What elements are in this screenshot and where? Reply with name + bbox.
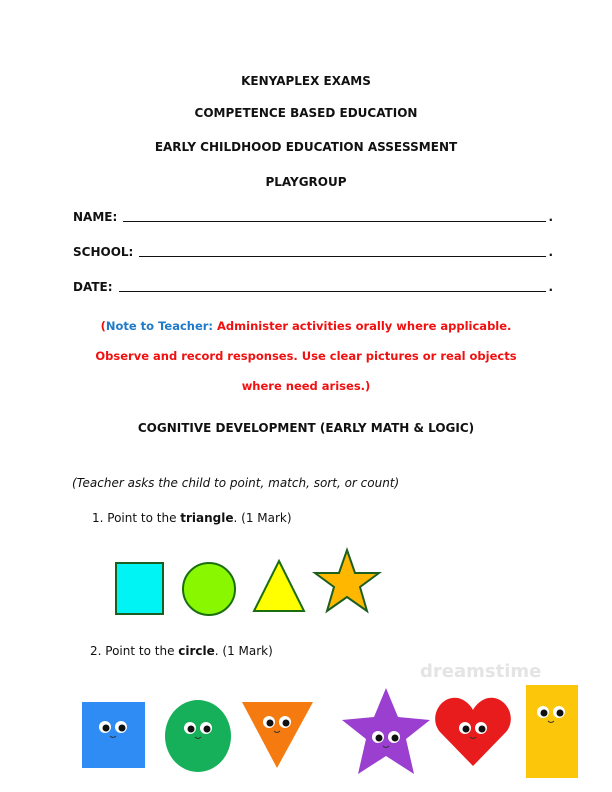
period: . — [548, 280, 553, 294]
star-face-shape[interactable] — [342, 688, 430, 774]
triangle-shape[interactable] — [254, 561, 304, 611]
triangle-face-shape[interactable] — [242, 702, 313, 768]
teacher-note-line1 — [0, 319, 612, 333]
star-shape[interactable] — [315, 550, 379, 611]
square-shape[interactable] — [116, 563, 163, 614]
circle-shape[interactable] — [183, 563, 235, 615]
rectangle-face-shape[interactable] — [526, 685, 578, 778]
teacher-note-line3: where need arises.) — [241, 379, 371, 393]
question-1 — [92, 511, 292, 525]
heart-face-shape[interactable] — [435, 698, 511, 766]
class-level: PLAYGROUP — [265, 175, 347, 189]
section-title: COGNITIVE DEVELOPMENT (EARLY MATH & LOGIC) — [137, 421, 475, 435]
q-number: 2. — [90, 644, 102, 658]
q-number: 1. — [92, 511, 104, 525]
circle-face-shape[interactable] — [165, 700, 231, 772]
assessment-title: EARLY CHILDHOOD EDUCATION ASSESSMENT — [154, 140, 458, 154]
curriculum-title: COMPETENCE BASED EDUCATION — [194, 106, 418, 120]
q-keyword: circle — [178, 644, 215, 658]
school-field[interactable] — [73, 245, 553, 259]
section-instruction: (Teacher asks the child to point, match, sort, or count) — [72, 476, 400, 490]
school-line[interactable] — [139, 246, 546, 257]
paren: ( — [100, 319, 106, 333]
note-text: Administer activities orally where applicable. — [213, 319, 512, 333]
date-field[interactable] — [73, 280, 553, 294]
q-text: Point to the — [107, 511, 181, 525]
question-2 — [90, 644, 273, 658]
school-label: SCHOOL: — [73, 245, 134, 259]
q1-shapes — [110, 545, 390, 620]
q-text: Point to the — [105, 644, 179, 658]
square-face-shape[interactable] — [82, 702, 145, 768]
note-label: Note to Teacher: — [105, 319, 214, 333]
period: . — [548, 245, 553, 259]
exam-provider: KENYAPLEX EXAMS — [241, 74, 371, 88]
name-field[interactable] — [73, 210, 553, 224]
teacher-note-line2: Observe and record responses. Use clear pictures or real objects — [95, 349, 517, 363]
date-label: DATE: — [73, 280, 113, 294]
q-keyword: triangle — [180, 511, 234, 525]
q2-shapes — [0, 680, 612, 792]
period: . — [548, 210, 553, 224]
q-marks: . (1 Mark) — [214, 644, 273, 658]
watermark: dreamstime — [420, 661, 542, 682]
date-line[interactable] — [119, 281, 547, 292]
q-marks: . (1 Mark) — [233, 511, 292, 525]
name-line[interactable] — [123, 211, 546, 222]
name-label: NAME: — [73, 210, 118, 224]
